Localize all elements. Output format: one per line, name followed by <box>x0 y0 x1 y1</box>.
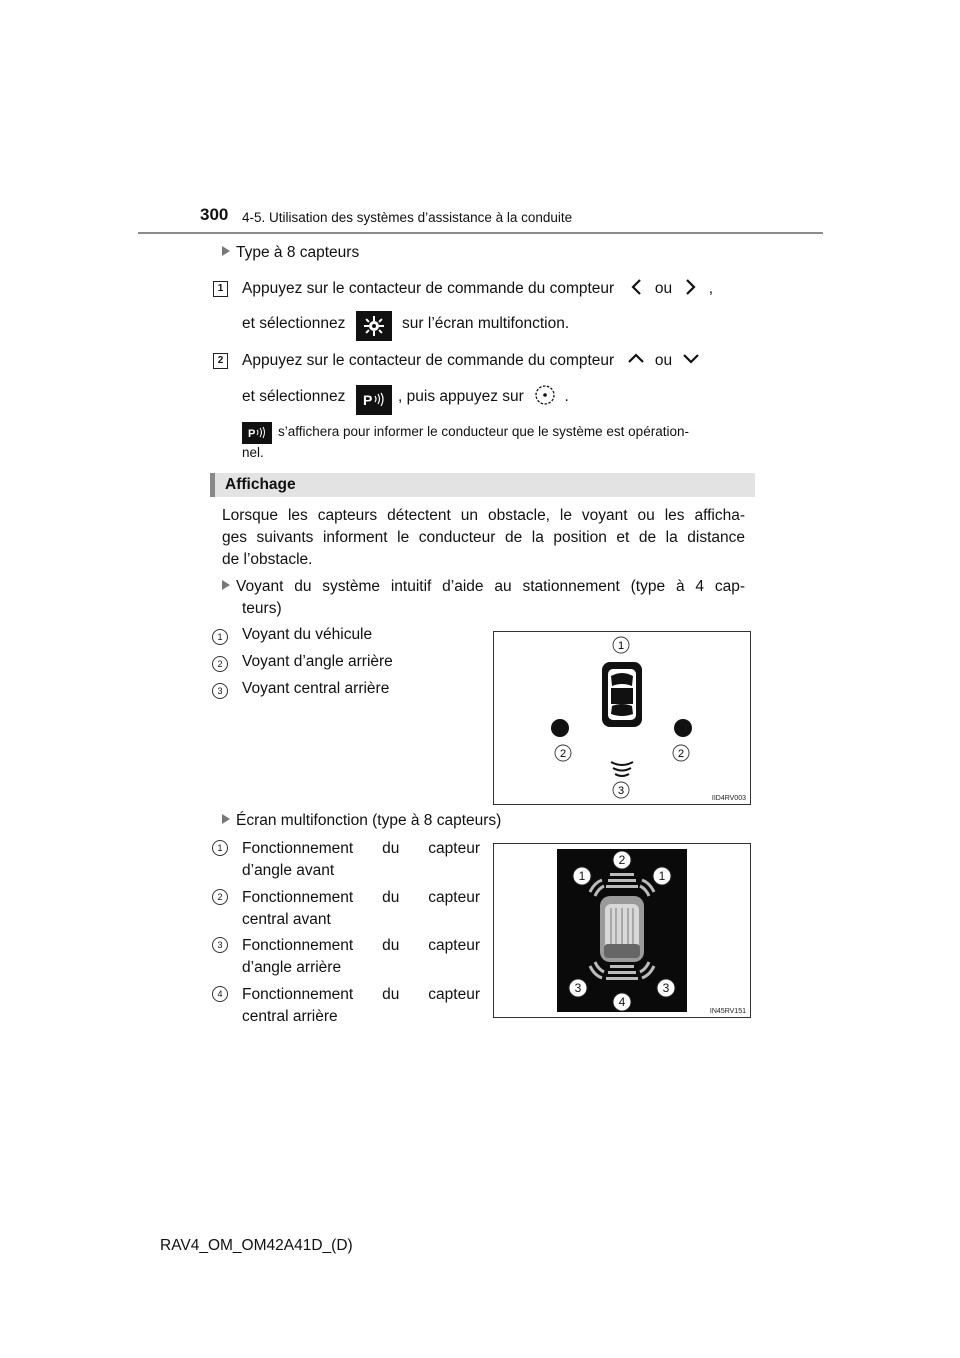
voyant-item-label: Voyant central arrière <box>242 680 390 697</box>
page-number: 300 <box>200 205 229 224</box>
ecran-item-line2: central arrière <box>242 1008 338 1025</box>
fig2-callout-1a: 1 <box>578 869 586 883</box>
step-2-ou: ou <box>654 352 673 369</box>
bullet-voyant-line1 <box>222 576 745 598</box>
figure-code: IN45RV151 <box>709 1008 746 1015</box>
step-2-line1 <box>242 350 750 372</box>
voyant-item-1 <box>212 626 373 645</box>
chevron-down-icon <box>680 351 702 365</box>
fig2-callout-3a: 3 <box>574 981 582 995</box>
note-text-line1: s’affichera pour informer le conducteur que le système est opération- <box>278 424 689 439</box>
parking-assist-small-icon <box>242 422 272 444</box>
fig1-callout-3: 3 <box>617 785 625 797</box>
ecran-item-line1: Fonctionnement du capteur <box>242 937 480 954</box>
note-line2: nel. <box>242 445 264 460</box>
fig2-callout-2: 2 <box>618 853 626 867</box>
callout-number: 2 <box>212 889 228 905</box>
step-2-end: . <box>564 388 569 405</box>
intro-line1: Lorsque les capteurs détectent un obstacle, le voyant ou les afficha- <box>222 507 745 524</box>
triangle-bullet-icon <box>222 246 230 256</box>
document-code: RAV4_OM_OM42A41D_(D) <box>160 1237 353 1254</box>
callout-number: 3 <box>212 683 228 699</box>
ecran-item-line2: central avant <box>242 911 331 928</box>
voyant-item-2 <box>212 653 393 672</box>
step-1-comma: , <box>708 280 714 297</box>
triangle-bullet-icon <box>222 814 230 824</box>
fig1-callout-2b: 2 <box>677 748 685 760</box>
ecran-item-line2: d’angle arrière <box>242 959 342 976</box>
step-1-select-text: et sélectionnez <box>242 315 346 332</box>
chevron-left-icon <box>627 278 647 296</box>
intro-line2: ges suivants informent le conducteur de la position et de la distance <box>222 529 745 546</box>
section-title: 4-5. Utilisation des systèmes d’assistance à la conduite <box>242 210 573 225</box>
callout-number: 1 <box>212 629 228 645</box>
step-2-text: Appuyez sur le contacteur de commande du compteur <box>242 352 615 369</box>
bullet-type8-text: Type à 8 capteurs <box>236 244 360 261</box>
figure-parking-indicator <box>493 631 751 805</box>
note-line1 <box>242 422 750 444</box>
svg-text:P: P <box>248 428 256 440</box>
triangle-bullet-icon <box>222 580 230 590</box>
bullet-type8 <box>222 242 359 264</box>
fig2-callout-1b: 1 <box>658 869 666 883</box>
step-1-text: Appuyez sur le contacteur de commande du compteur <box>242 280 615 297</box>
vehicle-indicator-diagram <box>494 632 750 804</box>
parking-assist-icon <box>356 385 392 415</box>
ecran-item-line1: Fonctionnement du capteur <box>242 840 480 857</box>
settings-gear-icon <box>356 311 392 341</box>
header-rule <box>138 232 823 234</box>
fig2-callout-4: 4 <box>618 995 626 1009</box>
callout-number: 3 <box>212 937 228 953</box>
fig1-callout-1: 1 <box>617 640 625 652</box>
voyant-item-label: Voyant d’angle arrière <box>242 653 393 670</box>
bullet-ecran-text: Écran multifonction (type à 8 capteurs) <box>236 812 502 829</box>
callout-number: 2 <box>212 656 228 672</box>
fig1-callout-2a: 2 <box>559 748 567 760</box>
step-1-line1 <box>242 278 750 300</box>
intro-line3: de l’obstacle. <box>222 551 313 568</box>
ok-button-icon <box>534 384 556 406</box>
figure-code: IID4RV003 <box>711 795 746 802</box>
step-1-line2 <box>242 311 569 341</box>
step-2-line2 <box>242 384 569 415</box>
step-1-ou: ou <box>654 280 673 297</box>
callout-number: 4 <box>212 986 228 1002</box>
step-2-select-text: et sélectionnez <box>242 388 346 405</box>
ecran-item-line2: d’angle avant <box>242 862 335 879</box>
section-heading-affichage <box>210 473 755 497</box>
voyant-item-label: Voyant du véhicule <box>242 626 373 643</box>
section-heading-text: Affichage <box>225 476 296 493</box>
multifunction-display-diagram <box>494 844 750 1017</box>
svg-text:P: P <box>362 392 373 408</box>
callout-number: 1 <box>212 840 228 856</box>
voyant-item-3 <box>212 680 390 699</box>
ecran-item-line1: Fonctionnement du capteur <box>242 889 480 906</box>
figure-multifunction-display <box>493 843 751 1018</box>
ecran-item-line1: Fonctionnement du capteur <box>242 986 480 1003</box>
step-1-select-end: sur l’écran multifonction. <box>402 315 570 332</box>
chevron-right-icon <box>680 278 700 296</box>
bullet-voyant-text: Voyant du système intuitif d’aide au stationnement (type à 4 cap- <box>236 578 745 595</box>
step-1-badge: 1 <box>213 281 228 297</box>
bullet-voyant-line2: teurs) <box>242 600 282 617</box>
fig2-callout-3b: 3 <box>662 981 670 995</box>
step-2-badge: 2 <box>213 353 228 369</box>
chevron-up-icon <box>625 351 647 365</box>
step-2-then-text: , puis appuyez sur <box>398 388 524 405</box>
bullet-ecran <box>222 810 501 832</box>
